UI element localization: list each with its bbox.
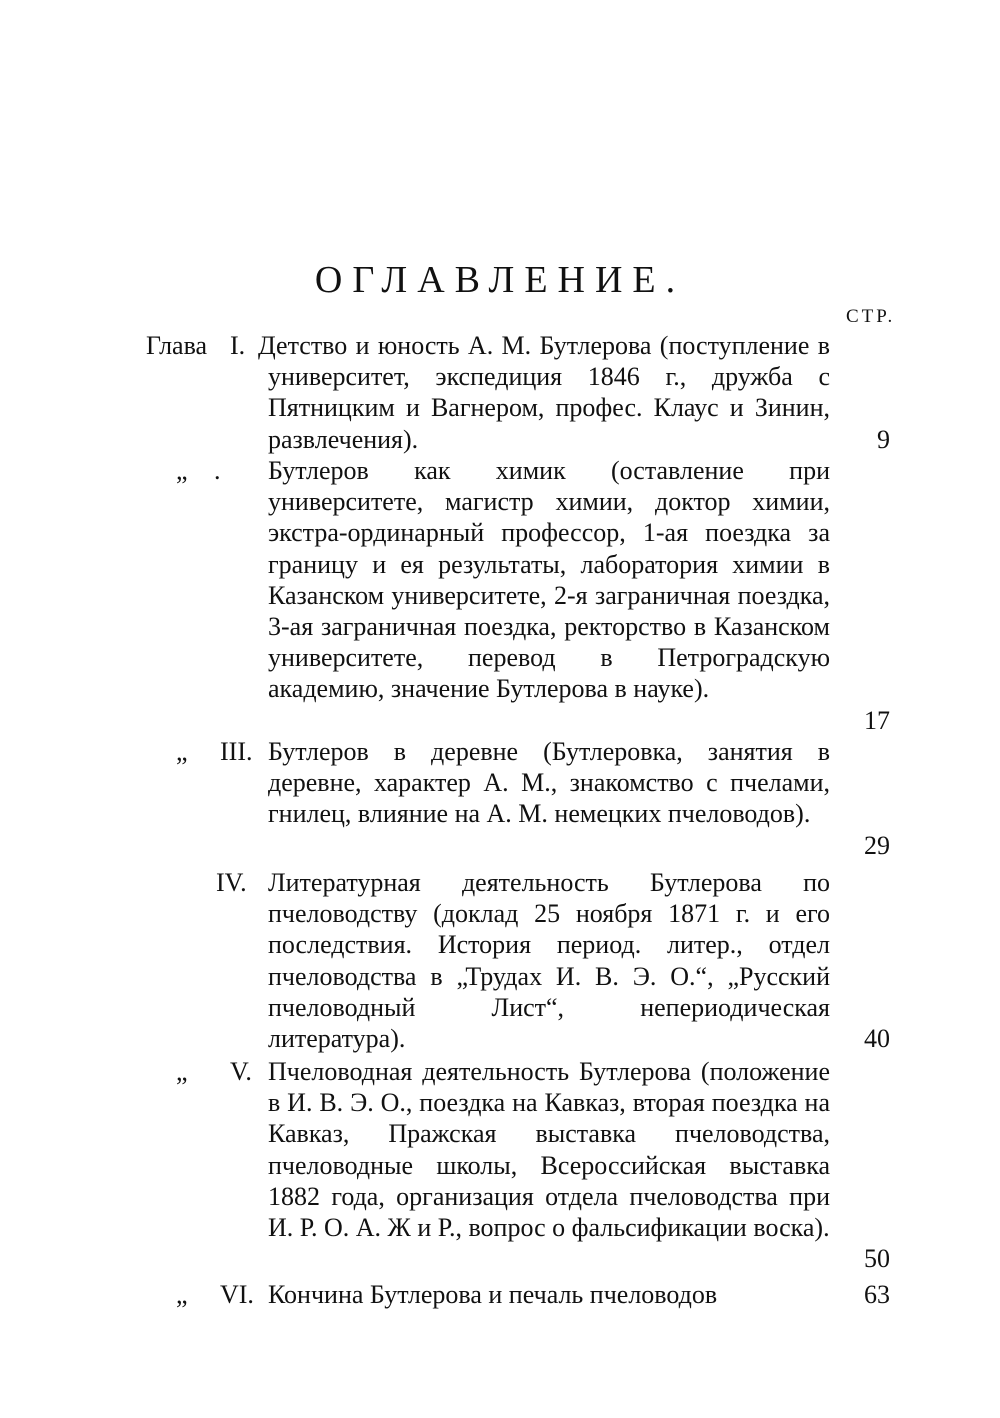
entry-text: Пчеловодная деятельность Бутлерова (положение в И. В. Э. О., поездка на Кавказ, вторая поездка на Кавказ, Пражская выставка пчеловодства, пчеловодные школы, Всероссийская выставка 1882 года, организация отдела пчеловодства при И. Р. О. А. Ж и Р., вопрос о фальсификации воска). — [268, 1057, 830, 1243]
entry-numeral: III. — [220, 737, 253, 766]
entry-numeral: IV. — [216, 868, 247, 897]
entry-page: 29 — [864, 830, 890, 860]
page-column-label: СТР. — [846, 306, 896, 327]
entry-numeral: I. — [230, 331, 246, 360]
entry-prefix: „ — [176, 1057, 188, 1086]
entry-text: Литературная деятельность Бутлерова по пчеловодству (доклад 25 ноября 1871 г. и его последствия. История период. литер., отдел пчеловодства в „Трудах И. В. Э. О.“, „Русский пчеловодный Лист“, непериодическая литература). — [268, 868, 830, 1054]
entry-prefix: „ — [176, 456, 188, 485]
entry-page: 9 — [877, 424, 890, 454]
entry-numeral: . — [214, 456, 221, 485]
toc-title: ОГЛАВЛЕНИЕ. — [314, 259, 686, 301]
entry-numeral: VI. — [220, 1280, 254, 1309]
entry-page: 17 — [864, 705, 890, 735]
entry-text — [258, 330, 830, 455]
entry-page: 63 — [864, 1280, 890, 1309]
entry-text: Бутлеров как химик (оставление при университете, магистр химии, доктор химии, экстра-ординарный профессор, 1-ая поездка за границу и ея результаты, лаборатория химии в Казанском университете, 2-я заграничная поездка, 3-ая заграничная поездка, ректорство в Казанском университете, перевод в Петроградскую академию, значение Бутлерова в науке). — [268, 456, 830, 704]
entry-prefix: „ — [176, 737, 188, 766]
entry-page: 40 — [864, 1024, 890, 1053]
entry-text-content: Детство и юность А. М. Бутлерова (поступление в университет, экспедиция 1846 г., дружба с Пятницким и Вагнером, профес. Клаус и Зинин, развлечения). — [258, 331, 830, 454]
entry-page: 50 — [864, 1244, 890, 1274]
entry-text: Кончина Бутлерова и печаль пчеловодов — [268, 1280, 718, 1309]
entry-text: Бутлеров в деревне (Бутлеровка, занятия в деревне, характер А. М., знакомство с пчелами, гнилец, влияние на А. М. немецких пчеловодов). — [268, 737, 830, 829]
entry-numeral: V. — [230, 1057, 252, 1086]
entry-prefix: Глава — [146, 331, 208, 360]
entry-prefix: „ — [176, 1280, 188, 1309]
